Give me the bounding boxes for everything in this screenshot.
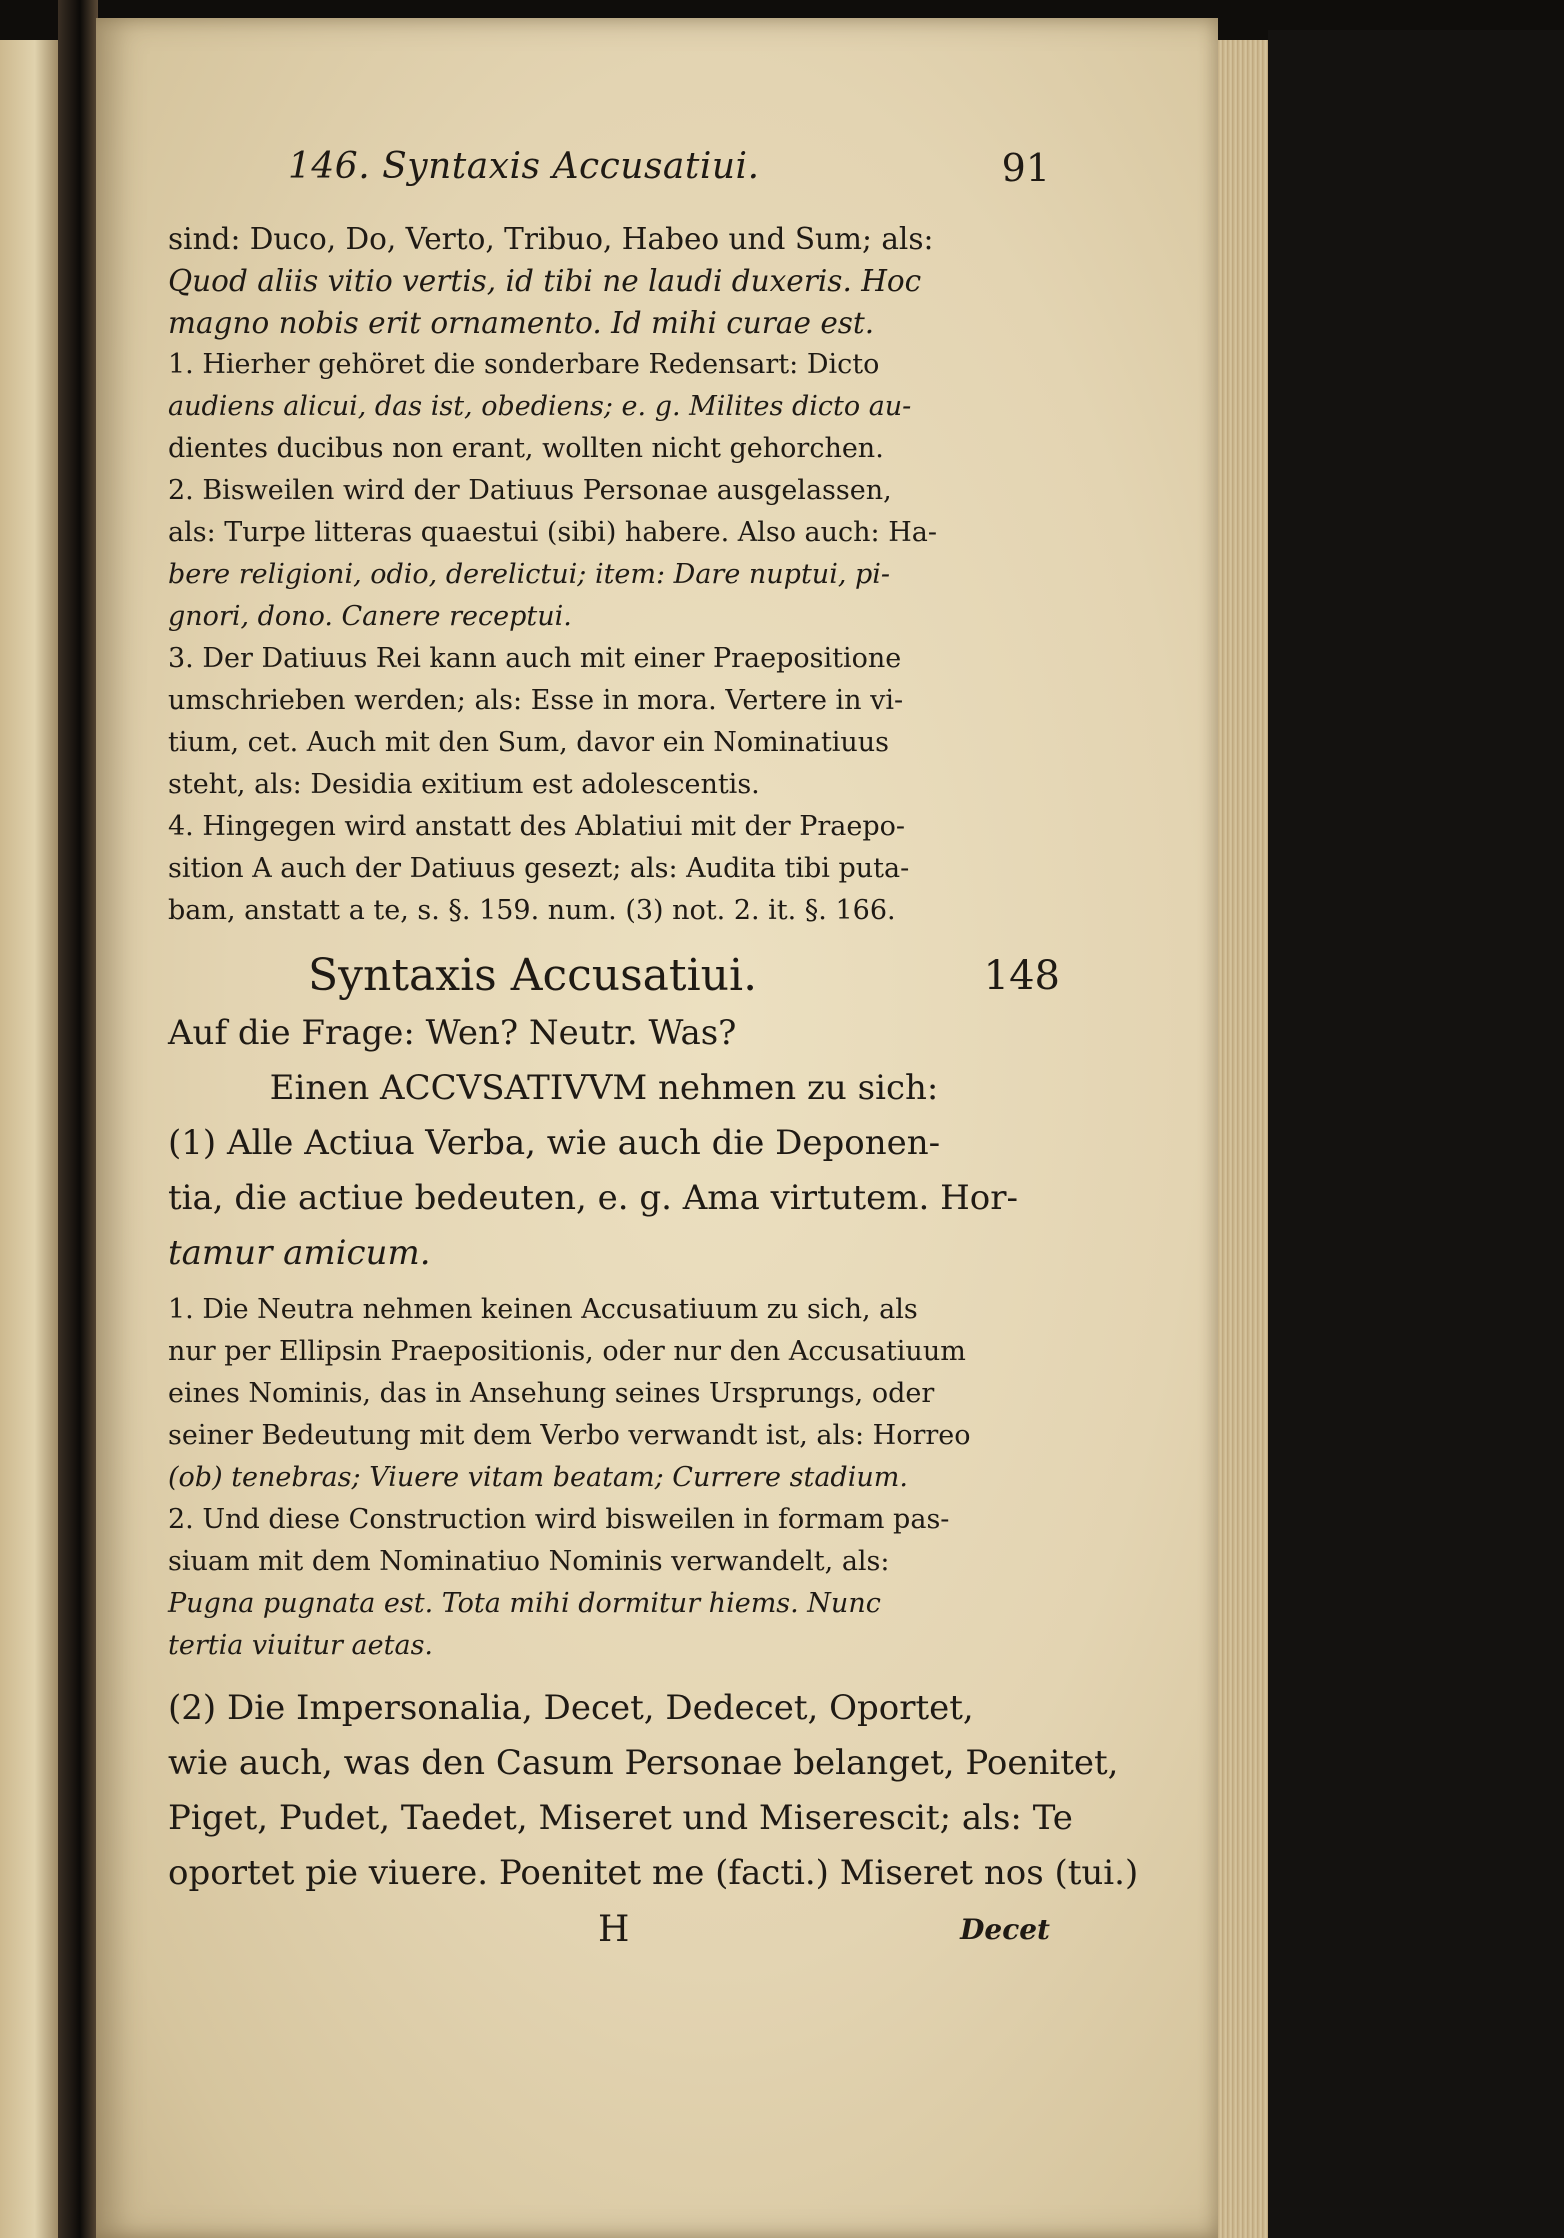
note-line: audiens alicui, das ist, obediens; e. g. Milites dicto au-: [168, 391, 912, 422]
note-line: gnori, dono. Canere receptui.: [168, 601, 572, 632]
running-title: 146. Syntaxis Accusatiui.: [288, 146, 760, 187]
text-line: sind: Duco, Do, Verto, Tribuo, Habeo und Sum; als:: [168, 222, 934, 256]
rule-intro-line: Einen ACCVSATIVVM nehmen zu sich:: [269, 1068, 939, 1108]
note-line: 1. Die Neutra nehmen keinen Accusatiuum zu sich, als: [168, 1294, 918, 1325]
page-text: [168, 138, 1139, 1959]
note-line: nur per Ellipsin Praepositionis, oder nur den Accusatiuum: [168, 1336, 966, 1367]
page-number: 91: [1001, 146, 1050, 190]
section-title: Syntaxis Accusatiui.: [308, 950, 758, 1001]
note-line: steht, als: Desidia exitium est adolescentis.: [168, 769, 760, 800]
intro-paragraph: [168, 218, 1040, 344]
running-header: [168, 138, 1050, 218]
rule-line: tia, die actiue bedeuten, e. g. Ama virtutem. Hor-: [168, 1178, 1019, 1218]
note-line: 1. Hierher gehöret die sonderbare Redensart: Dicto: [168, 349, 880, 380]
note-line: seiner Bedeutung mit dem Verbo verwandt ist, als: Horreo: [168, 1420, 971, 1451]
note-line: dientes ducibus non erant, wollten nicht gehorchen.: [168, 433, 884, 464]
rule-2: [168, 1681, 1139, 1901]
note-line: 2. Bisweilen wird der Datiuus Personae ausgelassen,: [168, 475, 892, 506]
note-line: als: Turpe litteras quaestui (sibi) habere. Also auch: Ha-: [168, 517, 937, 548]
signature-mark: H: [598, 1909, 630, 1950]
note-line: sition A auch der Datiuus gesezt; als: Audita tibi puta-: [168, 853, 910, 884]
page-footer: [168, 1909, 1050, 1959]
catchword: Decet: [960, 1913, 1050, 1946]
background: [1268, 30, 1564, 2238]
section-heading: [168, 946, 1060, 1006]
rule-line: oportet pie viuere. Poenitet me (facti.) Miseret nos (tui.): [168, 1853, 1139, 1893]
note-line: siuam mit dem Nominatiuo Nominis verwandelt, als:: [168, 1546, 890, 1577]
book-gutter: [58, 0, 98, 2238]
note-line: bere religioni, odio, derelictui; item: Dare nuptui, pi-: [168, 559, 891, 590]
rule-line: Piget, Pudet, Taedet, Miseret und Miserescit; als: Te: [168, 1798, 1073, 1838]
note-line: umschrieben werden; als: Esse in mora. Vertere in vi-: [168, 685, 904, 716]
rule-line: tamur amicum.: [168, 1233, 431, 1273]
accusative-notes: [168, 1289, 1040, 1667]
note-line: 3. Der Datiuus Rei kann auch mit einer Praepositione: [168, 643, 902, 674]
text-line: Quod aliis vitio vertis, id tibi ne laudi duxeris. Hoc: [168, 264, 922, 298]
rule-line: (1) Alle Actiua Verba, wie auch die Deponen-: [168, 1123, 941, 1163]
question-block: [168, 1006, 1040, 1116]
note-line: (ob) tenebras; Viuere vitam beatam; Currere stadium.: [168, 1462, 908, 1493]
note-line: eines Nominis, das in Ansehung seines Ursprungs, oder: [168, 1378, 935, 1409]
note-line: Pugna pugnata est. Tota mihi dormitur hiems. Nunc: [168, 1588, 881, 1619]
note-line: 4. Hingegen wird anstatt des Ablatiui mit der Praepo-: [168, 811, 906, 842]
rule-1: [168, 1116, 1040, 1281]
section-number: 148: [983, 953, 1060, 999]
note-line: 2. Und diese Construction wird bisweilen in formam pas-: [168, 1504, 950, 1535]
dative-notes: [168, 344, 1040, 932]
facing-page-edge: [0, 40, 58, 2238]
rule-line: (2) Die Impersonalia, Decet, Dedecet, Oportet,: [168, 1688, 974, 1728]
rule-line: wie auch, was den Casum Personae belanget, Poenitet,: [168, 1743, 1119, 1783]
question-line: Auf die Frage: Wen? Neutr. Was?: [168, 1013, 737, 1053]
note-line: tium, cet. Auch mit den Sum, davor ein Nominatiuus: [168, 727, 889, 758]
note-line: bam, anstatt a te, s. §. 159. num. (3) not. 2. it. §. 166.: [168, 895, 896, 926]
note-line: tertia viuitur aetas.: [168, 1630, 434, 1661]
page-stack-edge: [1218, 40, 1268, 2238]
text-line: magno nobis erit ornamento. Id mihi curae est.: [168, 306, 875, 340]
